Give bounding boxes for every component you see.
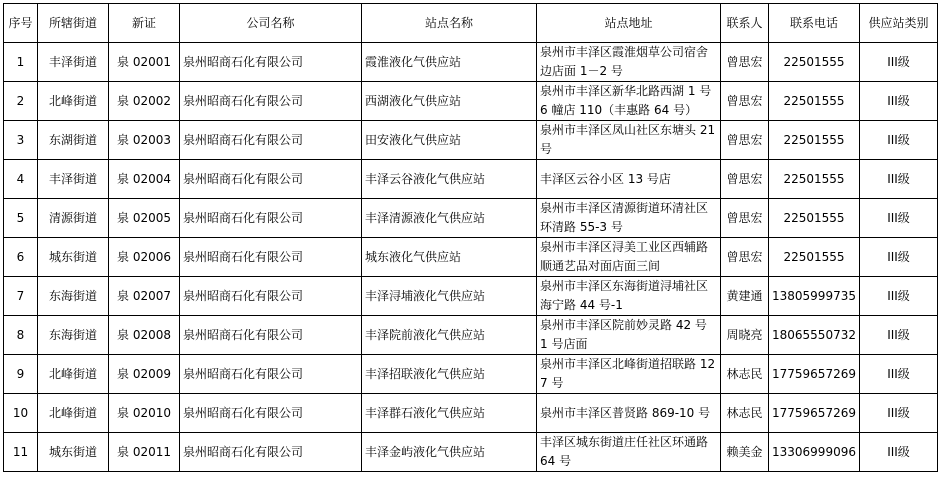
cell-street: 城东街道 — [38, 238, 109, 277]
cell-level: III级 — [860, 160, 938, 199]
cell-address: 丰泽区云谷小区 13 号店 — [537, 160, 721, 199]
cell-phone: 22501555 — [769, 199, 860, 238]
cell-phone: 22501555 — [769, 82, 860, 121]
cell-cert: 泉 02001 — [109, 43, 180, 82]
cell-street: 北峰街道 — [38, 355, 109, 394]
cell-contact: 曾思宏 — [721, 199, 769, 238]
cell-cert: 泉 02003 — [109, 121, 180, 160]
cell-phone: 13805999735 — [769, 277, 860, 316]
cell-company: 泉州昭商石化有限公司 — [180, 316, 362, 355]
cell-station: 丰泽清源液化气供应站 — [362, 199, 537, 238]
cell-contact: 赖美金 — [721, 433, 769, 472]
cell-level: III级 — [860, 121, 938, 160]
cell-no: 5 — [4, 199, 38, 238]
cell-address: 泉州市丰泽区浔美工业区西辅路顺通艺品对面店面三间 — [537, 238, 721, 277]
cell-phone: 17759657269 — [769, 394, 860, 433]
cell-station: 丰泽群石液化气供应站 — [362, 394, 537, 433]
cell-address: 泉州市丰泽区院前妙灵路 42 号 1 号店面 — [537, 316, 721, 355]
cell-contact: 曾思宏 — [721, 121, 769, 160]
cell-contact: 曾思宏 — [721, 43, 769, 82]
table-header-row — [4, 4, 938, 43]
cell-company: 泉州昭商石化有限公司 — [180, 394, 362, 433]
cell-street: 东海街道 — [38, 277, 109, 316]
cell-station: 城东液化气供应站 — [362, 238, 537, 277]
cell-contact: 曾思宏 — [721, 82, 769, 121]
cell-contact: 林志民 — [721, 394, 769, 433]
table-row — [4, 355, 938, 394]
cell-no: 8 — [4, 316, 38, 355]
station-table — [3, 3, 938, 472]
cell-company: 泉州昭商石化有限公司 — [180, 355, 362, 394]
table-row — [4, 160, 938, 199]
cell-address: 泉州市丰泽区东海街道浔埔社区海宁路 44 号-1 — [537, 277, 721, 316]
cell-contact: 曾思宏 — [721, 160, 769, 199]
cell-phone: 22501555 — [769, 160, 860, 199]
cell-level: III级 — [860, 433, 938, 472]
cell-no: 2 — [4, 82, 38, 121]
cell-level: III级 — [860, 355, 938, 394]
table-row — [4, 121, 938, 160]
cell-cert: 泉 02005 — [109, 199, 180, 238]
cell-no: 6 — [4, 238, 38, 277]
column-header-cert: 新证 — [109, 4, 180, 43]
cell-company: 泉州昭商石化有限公司 — [180, 82, 362, 121]
cell-company: 泉州昭商石化有限公司 — [180, 433, 362, 472]
table-row — [4, 199, 938, 238]
cell-level: III级 — [860, 199, 938, 238]
table-row — [4, 43, 938, 82]
cell-station: 丰泽金屿液化气供应站 — [362, 433, 537, 472]
column-header-level: 供应站类别 — [860, 4, 938, 43]
column-header-street: 所辖街道 — [38, 4, 109, 43]
cell-cert: 泉 02006 — [109, 238, 180, 277]
table-row — [4, 433, 938, 472]
column-header-no: 序号 — [4, 4, 38, 43]
cell-phone: 22501555 — [769, 121, 860, 160]
cell-station: 田安液化气供应站 — [362, 121, 537, 160]
cell-street: 清源街道 — [38, 199, 109, 238]
cell-street: 东海街道 — [38, 316, 109, 355]
cell-no: 1 — [4, 43, 38, 82]
cell-station: 霞淮液化气供应站 — [362, 43, 537, 82]
cell-address: 泉州市丰泽区北峰街道招联路 127 号 — [537, 355, 721, 394]
cell-cert: 泉 02011 — [109, 433, 180, 472]
cell-no: 7 — [4, 277, 38, 316]
cell-street: 城东街道 — [38, 433, 109, 472]
cell-company: 泉州昭商石化有限公司 — [180, 199, 362, 238]
table-row — [4, 82, 938, 121]
cell-address: 泉州市丰泽区新华北路西湖 1 号 6 幢店 110（丰惠路 64 号） — [537, 82, 721, 121]
cell-level: III级 — [860, 277, 938, 316]
column-header-station: 站点名称 — [362, 4, 537, 43]
cell-address: 泉州市丰泽区清源街道环清社区环清路 55-3 号 — [537, 199, 721, 238]
cell-company: 泉州昭商石化有限公司 — [180, 43, 362, 82]
column-header-address: 站点地址 — [537, 4, 721, 43]
cell-company: 泉州昭商石化有限公司 — [180, 121, 362, 160]
cell-contact: 林志民 — [721, 355, 769, 394]
cell-cert: 泉 02004 — [109, 160, 180, 199]
cell-no: 10 — [4, 394, 38, 433]
cell-cert: 泉 02008 — [109, 316, 180, 355]
table-row — [4, 316, 938, 355]
cell-street: 北峰街道 — [38, 394, 109, 433]
cell-no: 11 — [4, 433, 38, 472]
cell-no: 4 — [4, 160, 38, 199]
column-header-contact: 联系人 — [721, 4, 769, 43]
column-header-phone: 联系电话 — [769, 4, 860, 43]
cell-no: 3 — [4, 121, 38, 160]
cell-no: 9 — [4, 355, 38, 394]
cell-company: 泉州昭商石化有限公司 — [180, 238, 362, 277]
cell-street: 东湖街道 — [38, 121, 109, 160]
cell-station: 丰泽浔埔液化气供应站 — [362, 277, 537, 316]
cell-street: 丰泽街道 — [38, 43, 109, 82]
cell-station: 丰泽云谷液化气供应站 — [362, 160, 537, 199]
cell-address: 泉州市丰泽区普贤路 869-10 号 — [537, 394, 721, 433]
cell-contact: 黄建通 — [721, 277, 769, 316]
cell-phone: 17759657269 — [769, 355, 860, 394]
cell-street: 北峰街道 — [38, 82, 109, 121]
cell-company: 泉州昭商石化有限公司 — [180, 160, 362, 199]
cell-address: 泉州市丰泽区霞淮烟草公司宿舍边店面 1－2 号 — [537, 43, 721, 82]
cell-contact: 周晓亮 — [721, 316, 769, 355]
cell-phone: 18065550732 — [769, 316, 860, 355]
cell-level: III级 — [860, 238, 938, 277]
cell-company: 泉州昭商石化有限公司 — [180, 277, 362, 316]
cell-level: III级 — [860, 316, 938, 355]
cell-level: III级 — [860, 43, 938, 82]
cell-phone: 22501555 — [769, 238, 860, 277]
cell-contact: 曾思宏 — [721, 238, 769, 277]
cell-phone: 22501555 — [769, 43, 860, 82]
cell-cert: 泉 02002 — [109, 82, 180, 121]
cell-cert: 泉 02007 — [109, 277, 180, 316]
table-row — [4, 238, 938, 277]
cell-station: 丰泽招联液化气供应站 — [362, 355, 537, 394]
cell-station: 丰泽院前液化气供应站 — [362, 316, 537, 355]
cell-address: 丰泽区城东街道庄任社区环通路 64 号 — [537, 433, 721, 472]
cell-level: III级 — [860, 394, 938, 433]
cell-station: 西湖液化气供应站 — [362, 82, 537, 121]
cell-cert: 泉 02010 — [109, 394, 180, 433]
cell-phone: 13306999096 — [769, 433, 860, 472]
cell-cert: 泉 02009 — [109, 355, 180, 394]
table-row — [4, 394, 938, 433]
cell-level: III级 — [860, 82, 938, 121]
table-row — [4, 277, 938, 316]
column-header-company: 公司名称 — [180, 4, 362, 43]
cell-street: 丰泽街道 — [38, 160, 109, 199]
cell-address: 泉州市丰泽区凤山社区东塘头 21 号 — [537, 121, 721, 160]
